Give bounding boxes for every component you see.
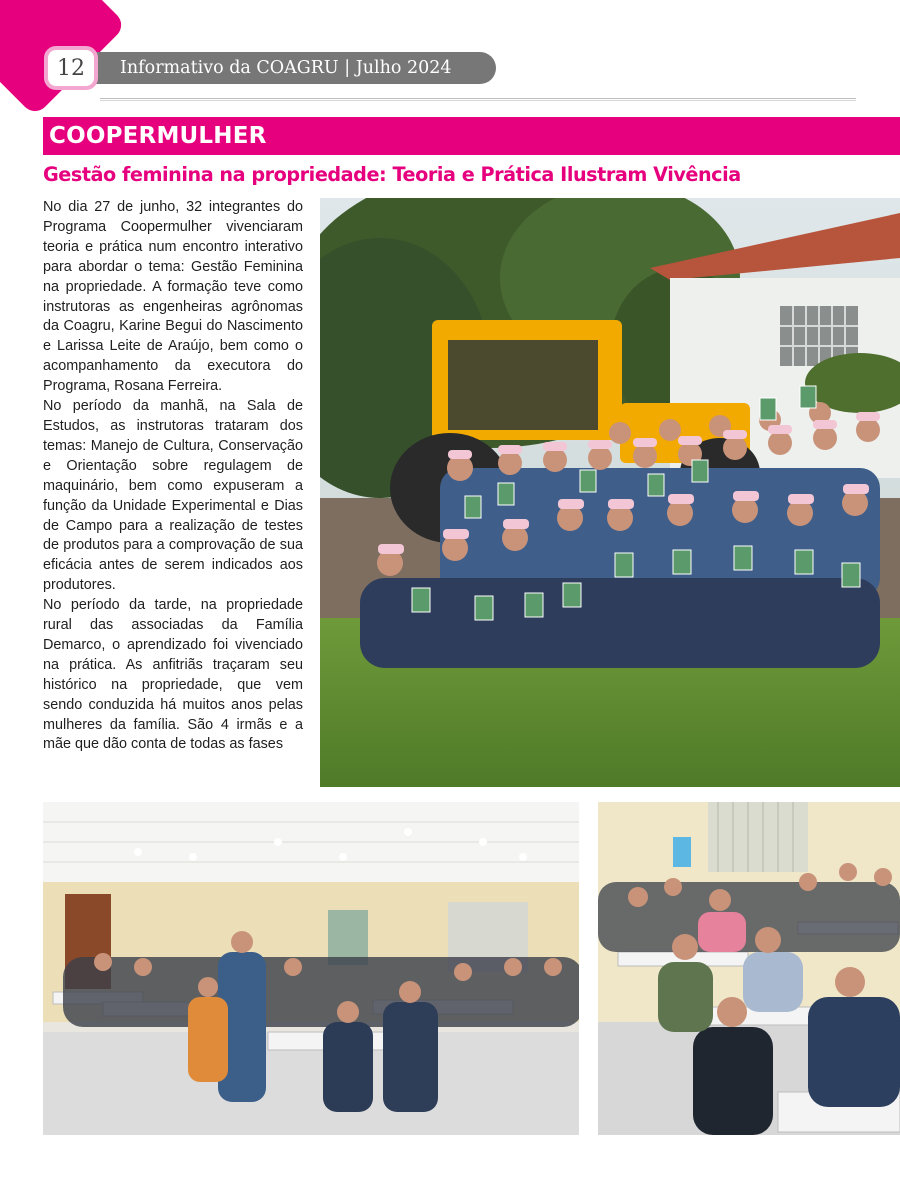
classroom-photo-close [598, 802, 900, 1135]
classroom-photo-wide [43, 802, 579, 1135]
group-photo-tractor [320, 198, 900, 787]
page-number: 12 [57, 55, 85, 81]
header-divider [100, 98, 856, 101]
section-title: COOPERMULHER [49, 123, 267, 149]
publication-title: Informativo da COAGRU | Julho 2024 [120, 58, 452, 78]
page-number-badge [44, 46, 98, 90]
paragraph-3: No período da tarde, na propriedade rural das associadas da Família Demarco, o aprendizado foi vivenciado na prática. As anfitriãs traçaram seu histórico na propriedade, que vem sendo conduzida há muitos anos pelas mulheres da família. São 4 irmãs e a mãe que dão conta de todas as fases [43, 597, 303, 753]
section-bar [43, 117, 900, 155]
article-headline: Gestão feminina na propriedade: Teoria e Prática Ilustram Vivência [43, 163, 741, 186]
paragraph-1: No dia 27 de junho, 32 integrantes do Programa Coopermulher vivenciaram teoria e prática num encontro interativo para abordar o tema: Gestão Feminina na propriedade. A formação teve como instrutoras as engenheiras agrônomas da Coagru, Karine Begui do Nascimento e Larissa Leite de Araújo, bem como o acompanhamento da executora do Programa, Rosana Ferreira. [43, 199, 303, 395]
article-body [43, 198, 303, 755]
paragraph-2: No período da manhã, na Sala de Estudos, as instrutoras trataram dos temas: Manejo de Cultura, Conservação e Orientação sobre regulagem de maquinário, bem como expuseram a função da Unidade Experimental e Dias de Campo para a realização de testes de produtos para a comprovação de sua eficácia antes de serem indicados aos produtores. [43, 398, 303, 594]
header-bar [90, 52, 496, 84]
